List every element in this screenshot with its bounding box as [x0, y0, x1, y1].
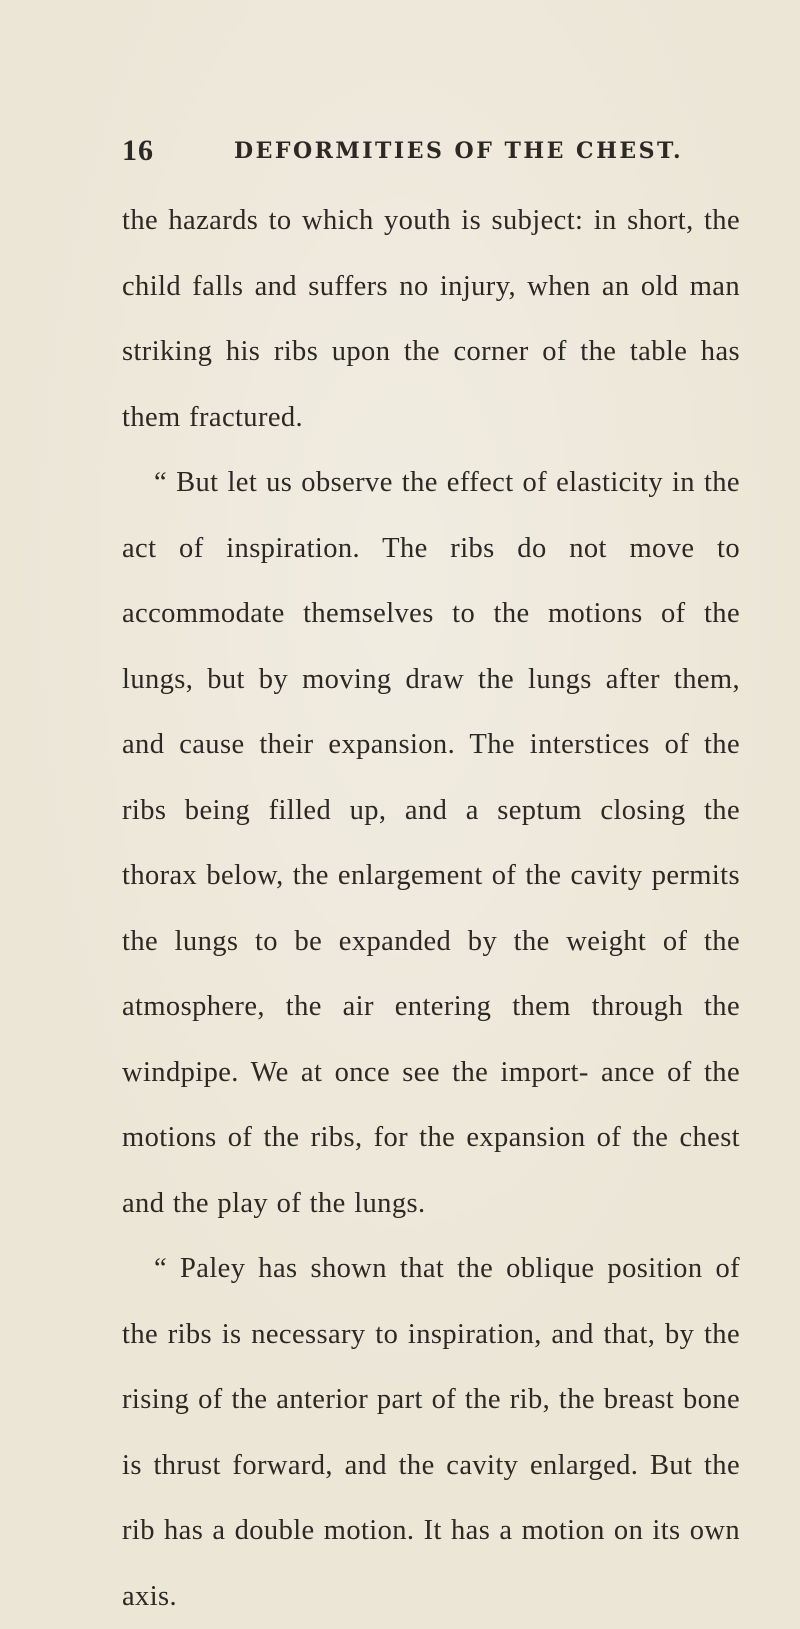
body-text [122, 188, 740, 1629]
running-head: DEFORMITIES OF THE CHEST. [234, 138, 684, 164]
paragraph: the hazards to which youth is subject: in short, the child falls and suffers no injury, when an old man striking his ribs upon the corner of the table has them fractured. [122, 205, 740, 433]
page-header [122, 134, 762, 178]
paragraph: “ Paley has shown that the oblique position of the ribs is necessary to inspiration, and that, by the rising of the anterior part of the rib, the breast bone is thrust forward, and the cavity enlarged. But the rib has a double motion. It has a motion on its own axis. [122, 1253, 740, 1612]
paragraph: “ But let us observe the effect of elasticity in the act of inspiration. The ribs do not move to accommodate themselves to the motions of the lungs, but by moving draw the lungs after them, and cause their expansion. The interstices of the ribs being filled up, and a septum closing the thorax below, the enlargement of the cavity permits the lungs to be expanded by the weight of the atmosphere, the air entering them through the windpipe. We at once see the import- ance of the motions of the ribs, for the expansion of the chest and the play of the lungs. [122, 467, 740, 1219]
page-number: 16 [122, 134, 154, 167]
